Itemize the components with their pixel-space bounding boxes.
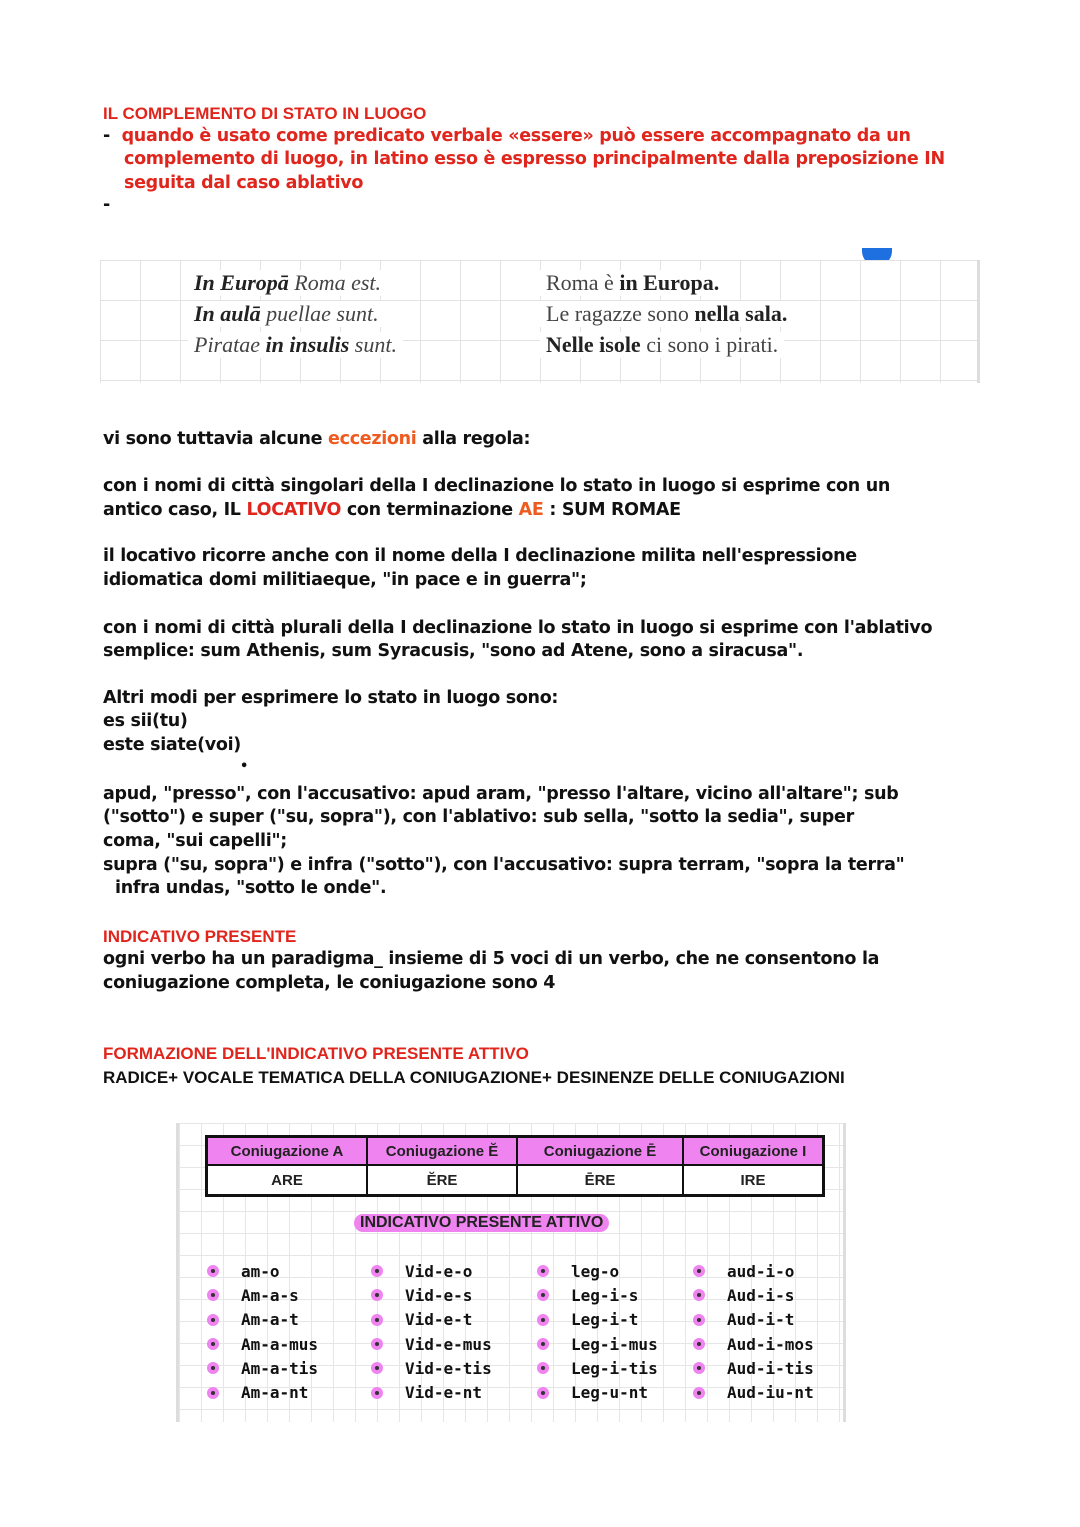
paragraph-line: coniugazione completa, le coniugazione sono 4 [103, 973, 556, 993]
form-text: Vid-e-nt [405, 1383, 483, 1403]
bullet-icon [693, 1338, 705, 1350]
form-text: Aud-i-s [727, 1285, 795, 1305]
conjugation-form [693, 1380, 814, 1404]
bullet-icon [693, 1387, 705, 1399]
empty-bullet: - [103, 195, 110, 215]
paragraph-line: con i nomi di città singolari della I declinazione lo stato in luogo si esprime con un [103, 476, 891, 496]
section-badge: INDICATIVO PRESENTE ATTIVO [354, 1214, 609, 1232]
conjugation-form [371, 1308, 492, 1332]
form-text: Aud-iu-nt [727, 1383, 814, 1403]
bullet-icon [693, 1362, 705, 1374]
form-text: aud-i-o [727, 1261, 795, 1281]
header-cell: Coniugazione Ē [518, 1138, 684, 1166]
italian-translation: Nelle isole ci sono i pirati. [540, 332, 784, 358]
conjugation-header [205, 1135, 825, 1197]
paragraph-line: supra ("su, sopra") e infra ("sotto"), con l'accusativo: supra terram, "sopra la terra" [103, 855, 905, 875]
form-text: Leg-i-mus [571, 1334, 658, 1354]
conjugation-form [207, 1332, 318, 1356]
bullet-icon [371, 1338, 383, 1350]
form-text: Aud-i-tis [727, 1358, 814, 1378]
paragraph-line: este siate(voi) [103, 735, 241, 755]
bullet-icon [537, 1362, 549, 1374]
paragraph-line: ("sotto") e super ("su, sopra"), con l'ablativo: sub sella, "sotto la sedia", super [103, 807, 854, 827]
bullet-icon [371, 1387, 383, 1399]
bullet-line: seguita dal caso ablativo [124, 173, 364, 193]
header-cell: Coniugazione Ĕ [368, 1138, 518, 1166]
latin-example: In Europā Roma est. [188, 270, 387, 296]
conjugation-form [537, 1380, 658, 1404]
conjugation-form [537, 1308, 658, 1332]
bullet-icon [207, 1338, 219, 1350]
form-text: Vid-e-o [405, 1261, 473, 1281]
form-text: Am-a-mus [241, 1334, 319, 1354]
conjugation-form [207, 1259, 318, 1283]
bullet-icon [693, 1289, 705, 1301]
bullet-icon [371, 1314, 383, 1326]
form-text: am-o [241, 1261, 280, 1281]
bullet-icon [537, 1387, 549, 1399]
conjugation-column [371, 1259, 492, 1405]
bullet-dot: • [240, 759, 249, 774]
section-title: INDICATIVO PRESENTE [103, 927, 297, 946]
conjugation-form [371, 1332, 492, 1356]
latin-example: In aulā puellae sunt. [188, 301, 385, 327]
conjugation-form [207, 1308, 318, 1332]
conjugation-form [693, 1332, 814, 1356]
ending-cell: ARE [208, 1166, 368, 1194]
bullet-icon [537, 1289, 549, 1301]
paragraph-line: il locativo ricorre anche con il nome della I declinazione milita nell'espressione [103, 546, 857, 566]
ending-cell: ĒRE [518, 1166, 684, 1194]
conjugation-column [693, 1259, 814, 1405]
bullet-icon [207, 1265, 219, 1277]
conjugation-form [693, 1259, 814, 1283]
conjugation-form [693, 1356, 814, 1380]
ending-cell: ĔRE [368, 1166, 518, 1194]
bullet-line: - quando è usato come predicato verbale «essere» può essere accompagnato da un [103, 126, 911, 146]
form-text: Aud-i-mos [727, 1334, 814, 1354]
conjugation-form [207, 1380, 318, 1404]
form-text: Leg-i-s [571, 1285, 639, 1305]
conjugation-form [207, 1356, 318, 1380]
bullet-icon [207, 1314, 219, 1326]
conjugation-form [371, 1356, 492, 1380]
bullet-icon [207, 1362, 219, 1374]
bullet-icon [693, 1265, 705, 1277]
bullet-icon [371, 1289, 383, 1301]
bullet-icon [371, 1362, 383, 1374]
paragraph-line: infra undas, "sotto le onde". [115, 878, 387, 898]
conjugation-form [537, 1283, 658, 1307]
header-cell: Coniugazione I [684, 1138, 822, 1166]
bullet-line: complemento di luogo, in latino esso è espresso principalmente dalla preposizione IN [124, 149, 945, 169]
conjugation-table-image [176, 1123, 846, 1422]
paragraph-line: antico caso, IL LOCATIVO con terminazione AE : SUM ROMAE [103, 500, 681, 520]
section-title: IL COMPLEMENTO DI STATO IN LUOGO [103, 104, 427, 123]
paragraph-line: Altri modi per esprimere lo stato in luogo sono: [103, 688, 559, 708]
form-text: Vid-e-s [405, 1285, 473, 1305]
paragraph-line: coma, "sui capelli"; [103, 831, 287, 851]
section-title: FORMAZIONE DELL'INDICATIVO PRESENTE ATTIVO [103, 1044, 529, 1063]
bullet-icon [693, 1314, 705, 1326]
italian-translation: Roma è in Europa. [540, 270, 725, 296]
formula: RADICE+ VOCALE TEMATICA DELLA CONIUGAZIONE+ DESINENZE DELLE CONIUGAZIONI [103, 1068, 845, 1087]
form-text: Leg-u-nt [571, 1383, 649, 1403]
form-text: Am-a-nt [241, 1383, 309, 1403]
paragraph-line: idiomatica domi militiaeque, "in pace e in guerra"; [103, 570, 587, 590]
conjugation-form [537, 1332, 658, 1356]
conjugation-form [693, 1308, 814, 1332]
bullet-icon [537, 1338, 549, 1350]
paragraph-line: semplice: sum Athenis, sum Syracusis, "sono ad Atene, sono a siracusa". [103, 641, 804, 661]
form-text: Am-a-tis [241, 1358, 319, 1378]
form-text: Vid-e-t [405, 1310, 473, 1330]
conjugation-form [371, 1283, 492, 1307]
form-text: Vid-e-tis [405, 1358, 492, 1378]
conjugation-form [537, 1356, 658, 1380]
paragraph-line: con i nomi di città plurali della I declinazione lo stato in luogo si esprime con l'ablativo [103, 618, 933, 638]
paragraph-line: apud, "presso", con l'accusativo: apud aram, "presso l'altare, vicino all'altare"; sub [103, 784, 899, 804]
latin-example: Piratae in insulis sunt. [188, 332, 403, 358]
header-cell: Coniugazione A [208, 1138, 368, 1166]
form-text: Am-a-t [241, 1310, 299, 1330]
conjugation-form [537, 1259, 658, 1283]
form-text: leg-o [571, 1261, 620, 1281]
bullet-icon [371, 1265, 383, 1277]
conjugation-form [371, 1259, 492, 1283]
bullet-icon [537, 1265, 549, 1277]
form-text: Am-a-s [241, 1285, 299, 1305]
conjugation-column [207, 1259, 318, 1405]
conjugation-form [207, 1283, 318, 1307]
conjugation-form [371, 1380, 492, 1404]
conjugation-form [693, 1283, 814, 1307]
form-text: Leg-i-t [571, 1310, 639, 1330]
ending-cell: IRE [740, 1171, 766, 1189]
form-text: Leg-i-tis [571, 1358, 658, 1378]
bullet-icon [207, 1289, 219, 1301]
paragraph-line: ogni verbo ha un paradigma_ insieme di 5 voci di un verbo, che ne consentono la [103, 949, 880, 969]
paragraph-line: es sii(tu) [103, 711, 188, 731]
form-text: Aud-i-t [727, 1310, 795, 1330]
form-text: Vid-e-mus [405, 1334, 492, 1354]
bullet-icon [537, 1314, 549, 1326]
example-image [100, 260, 980, 383]
exceptions-intro: vi sono tuttavia alcune eccezioni alla regola: [103, 429, 531, 449]
italian-translation: Le ragazze sono nella sala. [540, 301, 793, 327]
conjugation-column [537, 1259, 658, 1405]
bullet-icon [207, 1387, 219, 1399]
